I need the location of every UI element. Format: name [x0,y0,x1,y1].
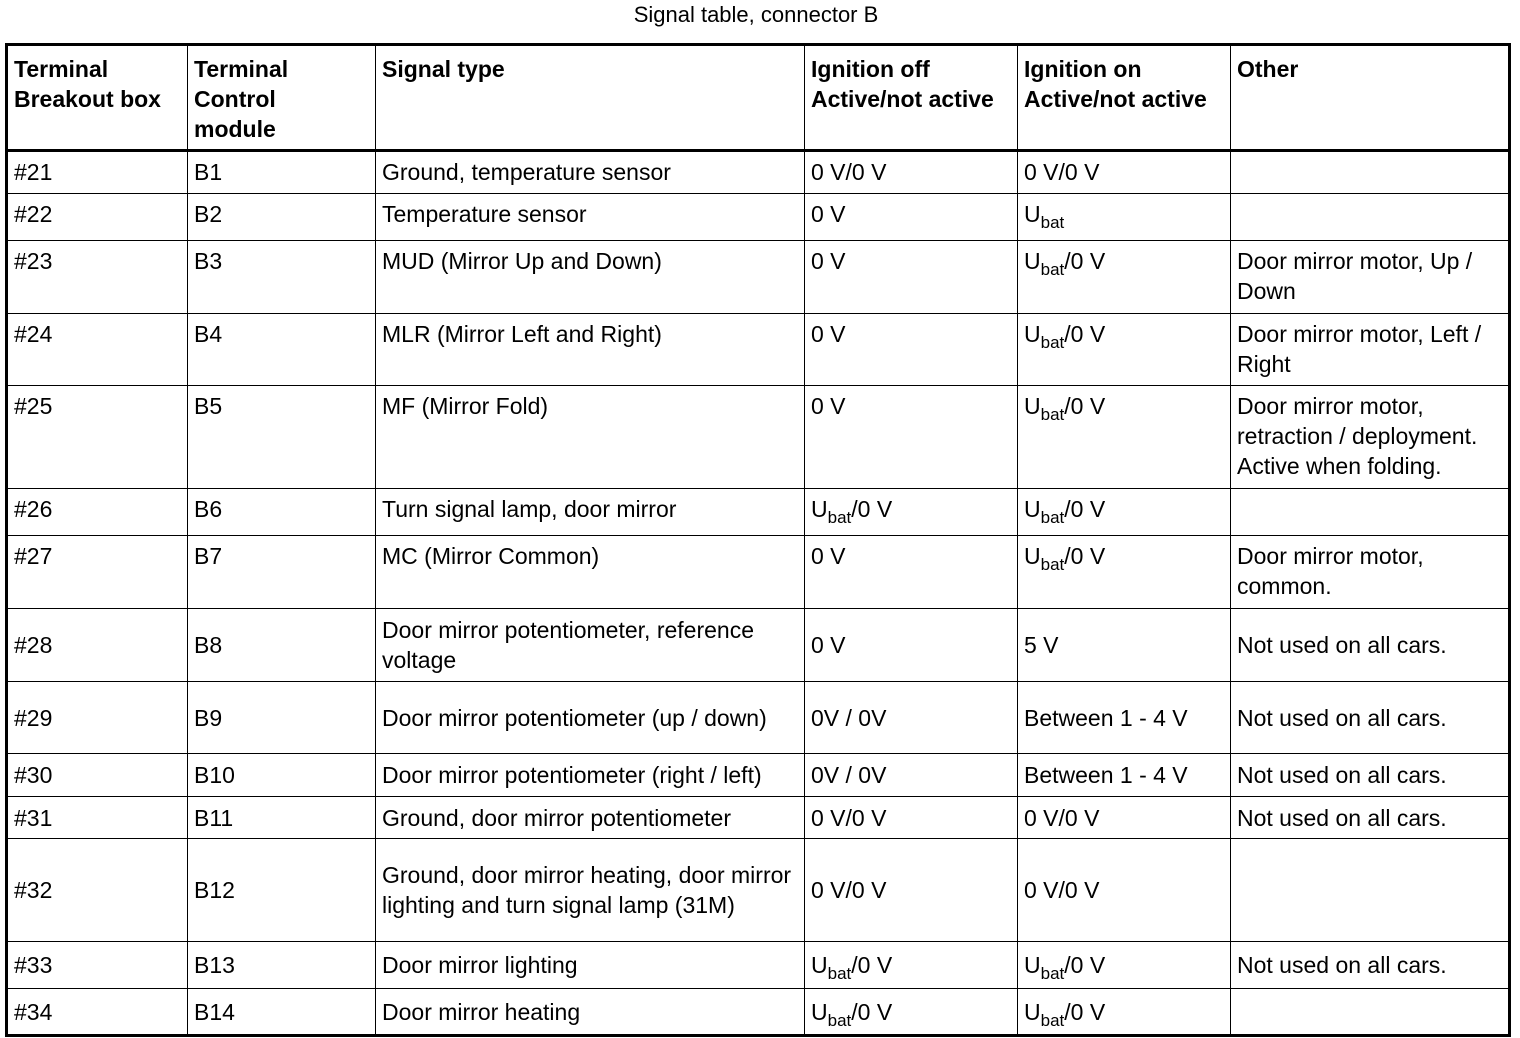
subscript-bat: bat [1040,213,1065,232]
terminal-breakout-cell: #24 [7,314,188,386]
signal-type-cell: Door mirror potentiometer (up / down) [376,682,805,754]
signal-type-cell: Door mirror potentiometer (right / left) [376,754,805,797]
signal-type-cell: Temperature sensor [376,194,805,241]
ignition-off-cell: $U_{bat}/0$ V [805,942,1018,989]
signal-type-cell: MUD (Mirror Up and Down) [376,241,805,314]
ignition-on-cell: Between 1 - 4 V [1018,754,1231,797]
table-caption: Signal table, connector B [633,2,879,27]
ignition-on-cell: $U_{bat}/0$ V [1018,241,1231,314]
terminal-module-cell: B1 [188,151,376,194]
ignition-off-cell: 0 V [805,314,1018,386]
table-row [7,314,1510,386]
table-row [7,241,1510,314]
ignition-on-cell: 5 V [1018,609,1231,682]
other-cell: Door mirror motor, Up / Down [1231,241,1510,314]
subscript-bat: bat [1040,508,1065,527]
terminal-module-cell: B12 [188,839,376,942]
table-header-row [7,45,1510,151]
signal-type-cell: MF (Mirror Fold) [376,386,805,489]
ignition-on-cell: 0 V/0 V [1018,839,1231,942]
ignition-off-cell: 0 V/0 V [805,797,1018,839]
signal-type-cell: Door mirror potentiometer, reference voltage [376,609,805,682]
ignition-off-cell: 0V / 0V [805,754,1018,797]
terminal-module-cell: B8 [188,609,376,682]
table-row [7,942,1510,989]
other-cell [1231,839,1510,942]
terminal-breakout-cell: #22 [7,194,188,241]
subscript-bat: bat [1040,1010,1065,1030]
ignition-on-cell: $U_{bat}/0$ V [1018,989,1231,1036]
ignition-off-cell: $U_{bat}/0$ V [805,989,1018,1036]
terminal-breakout-cell: #26 [7,489,188,536]
ignition-off-cell: $U_{bat}/0$ V [805,489,1018,536]
subscript-bat: bat [827,508,852,527]
table-row [7,682,1510,754]
terminal-breakout-cell: #25 [7,386,188,489]
other-cell: Not used on all cars. [1231,754,1510,797]
signal-type-cell: Turn signal lamp, door mirror [376,489,805,536]
terminal-breakout-cell: #28 [7,609,188,682]
terminal-module-cell: B3 [188,241,376,314]
terminal-module-cell: B6 [188,489,376,536]
terminal-module-cell: B11 [188,797,376,839]
other-cell [1231,151,1510,194]
table-row [7,839,1510,942]
other-cell: Not used on all cars. [1231,797,1510,839]
terminal-module-cell: B13 [188,942,376,989]
ignition-on-cell: $U_{bat}/0$ V [1018,489,1231,536]
terminal-breakout-cell: #30 [7,754,188,797]
other-cell: Door mirror motor, common. [1231,536,1510,609]
table-row [7,989,1510,1036]
table-row [7,754,1510,797]
subscript-bat: bat [1040,555,1065,574]
ignition-off-cell: 0 V/0 V [805,151,1018,194]
ignition-on-cell: 0 V/0 V [1018,797,1231,839]
terminal-breakout-cell: #29 [7,682,188,754]
col-header-module-terminal: Terminal Control module [188,45,376,151]
other-cell: Not used on all cars. [1231,609,1510,682]
other-cell: Not used on all cars. [1231,682,1510,754]
ignition-off-cell: 0V / 0V [805,682,1018,754]
subscript-bat: bat [1040,260,1065,279]
terminal-module-cell: B7 [188,536,376,609]
terminal-module-cell: B14 [188,989,376,1036]
signal-table [5,43,1511,1037]
terminal-breakout-cell: #27 [7,536,188,609]
col-header-ignition-off: Ignition off Active/not active [805,45,1018,151]
table-row [7,797,1510,839]
ignition-off-cell: 0 V [805,386,1018,489]
terminal-module-cell: B4 [188,314,376,386]
table-body [7,151,1510,1036]
other-cell: Door mirror motor, Left / Right [1231,314,1510,386]
ignition-on-cell: 0 V/0 V [1018,151,1231,194]
terminal-breakout-cell: #31 [7,797,188,839]
col-header-other: Other [1231,45,1510,151]
signal-type-cell: MC (Mirror Common) [376,536,805,609]
ignition-off-cell: 0 V [805,536,1018,609]
ignition-off-cell: 0 V/0 V [805,839,1018,942]
terminal-breakout-cell: #34 [7,989,188,1036]
ignition-off-cell: 0 V [805,194,1018,241]
terminal-breakout-cell: #23 [7,241,188,314]
col-header-breakout-terminal: Terminal Breakout box [7,45,188,151]
terminal-module-cell: B9 [188,682,376,754]
terminal-module-cell: B10 [188,754,376,797]
ignition-on-cell: $U_{bat}/0$ V [1018,536,1231,609]
table-row [7,386,1510,489]
table-row [7,489,1510,536]
ignition-off-cell: 0 V [805,609,1018,682]
signal-type-cell: Door mirror heating [376,989,805,1036]
signal-type-cell: Ground, door mirror potentiometer [376,797,805,839]
other-cell [1231,194,1510,241]
table-row [7,151,1510,194]
terminal-breakout-cell: #33 [7,942,188,989]
subscript-bat: bat [827,964,852,983]
subscript-bat: bat [1040,964,1065,983]
ignition-on-cell: $U_{bat}/0$ V [1018,386,1231,489]
ignition-on-cell: $U_{bat}$ [1018,194,1231,241]
table-row [7,194,1510,241]
col-header-ignition-on: Ignition on Active/not active [1018,45,1231,151]
other-cell: Door mirror motor, retraction / deployment. Active when folding. [1231,386,1510,489]
ignition-on-cell: Between 1 - 4 V [1018,682,1231,754]
signal-type-cell: Ground, door mirror heating, door mirror lighting and turn signal lamp (31M) [376,839,805,942]
terminal-module-cell: B2 [188,194,376,241]
signal-type-cell: MLR (Mirror Left and Right) [376,314,805,386]
table-row [7,609,1510,682]
signal-type-cell: Door mirror lighting [376,942,805,989]
terminal-module-cell: B5 [188,386,376,489]
ignition-on-cell: $U_{bat}/0$ V [1018,314,1231,386]
subscript-bat: bat [827,1010,852,1030]
ignition-on-cell: $U_{bat}/0$ V [1018,942,1231,989]
other-cell [1231,989,1510,1036]
subscript-bat: bat [1040,333,1065,352]
terminal-breakout-cell: #21 [7,151,188,194]
col-header-signal-type: Signal type [376,45,805,151]
subscript-bat: bat [1040,405,1065,424]
other-cell: Not used on all cars. [1231,942,1510,989]
signal-type-cell: Ground, temperature sensor [376,151,805,194]
other-cell [1231,489,1510,536]
ignition-off-cell: 0 V [805,241,1018,314]
terminal-breakout-cell: #32 [7,839,188,942]
table-row [7,536,1510,609]
